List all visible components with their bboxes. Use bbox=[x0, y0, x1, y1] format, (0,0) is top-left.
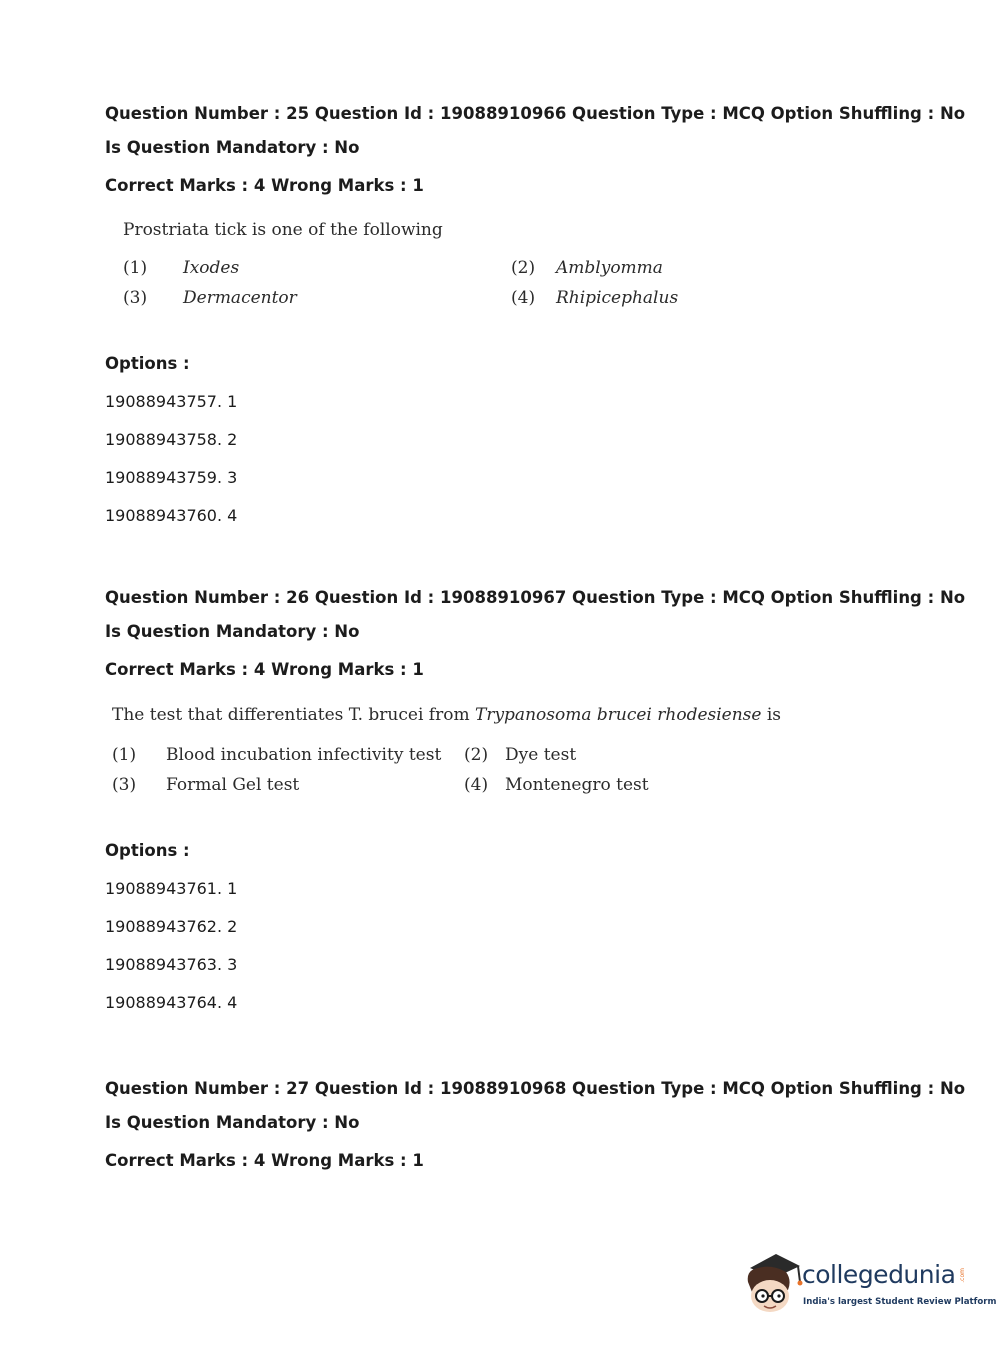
option-line: 19088943764. 4 bbox=[105, 993, 238, 1012]
option-line: 19088943757. 1 bbox=[105, 392, 238, 411]
option-line: 19088943763. 3 bbox=[105, 955, 238, 974]
question-mandatory-line: Is Question Mandatory : No bbox=[105, 622, 360, 641]
question-mandatory-line: Is Question Mandatory : No bbox=[105, 1113, 360, 1132]
brand-dotcom: .com bbox=[959, 1268, 966, 1283]
question-marks-line: Correct Marks : 4 Wrong Marks : 1 bbox=[105, 660, 424, 679]
question-marks-line: Correct Marks : 4 Wrong Marks : 1 bbox=[105, 1151, 424, 1170]
options-label: Options : bbox=[105, 354, 190, 373]
choice-4: (4) Montenegro test bbox=[464, 775, 649, 795]
question-meta-line: Question Number : 27 Question Id : 19088910968 Question Type : MCQ Option Shuffling : No bbox=[105, 1079, 966, 1098]
question-meta-line: Question Number : 26 Question Id : 19088910967 Question Type : MCQ Option Shuffling : No bbox=[105, 588, 966, 607]
choice-1: (1) Ixodes bbox=[123, 258, 240, 278]
choice-3: (3) Formal Gel test bbox=[112, 775, 300, 795]
mascot-icon bbox=[742, 1248, 804, 1320]
question-body bbox=[123, 220, 943, 318]
choice-1: (1) Blood incubation infectivity test bbox=[112, 745, 442, 765]
options-label: Options : bbox=[105, 841, 190, 860]
question-mandatory-line: Is Question Mandatory : No bbox=[105, 138, 360, 157]
question-stem: Prostriata tick is one of the following bbox=[123, 220, 443, 240]
choice-4: (4) Rhipicephalus bbox=[511, 288, 679, 308]
question-stem: The test that differentiates T. brucei from Trypanosoma brucei rhodesiense is bbox=[112, 705, 782, 725]
question-25 bbox=[105, 104, 966, 526]
brand-name: collegedunia bbox=[802, 1260, 956, 1289]
option-line: 19088943761. 1 bbox=[105, 879, 238, 898]
brand-tagline: India's largest Student Review Platform bbox=[803, 1297, 997, 1307]
question-meta-line: Question Number : 25 Question Id : 19088910966 Question Type : MCQ Option Shuffling : No bbox=[105, 104, 966, 123]
choice-2: (2) Dye test bbox=[464, 745, 577, 765]
option-line: 19088943760. 4 bbox=[105, 506, 238, 525]
question-body bbox=[112, 705, 932, 805]
collegedunia-logo bbox=[742, 1248, 997, 1320]
option-line: 19088943759. 3 bbox=[105, 468, 238, 487]
question-27 bbox=[105, 1079, 966, 1171]
question-26 bbox=[105, 588, 966, 1013]
choice-3: (3) Dermacentor bbox=[123, 288, 297, 308]
question-marks-line: Correct Marks : 4 Wrong Marks : 1 bbox=[105, 176, 424, 195]
option-line: 19088943762. 2 bbox=[105, 917, 238, 936]
choice-2: (2) Amblyomma bbox=[511, 258, 663, 278]
option-line: 19088943758. 2 bbox=[105, 430, 238, 449]
